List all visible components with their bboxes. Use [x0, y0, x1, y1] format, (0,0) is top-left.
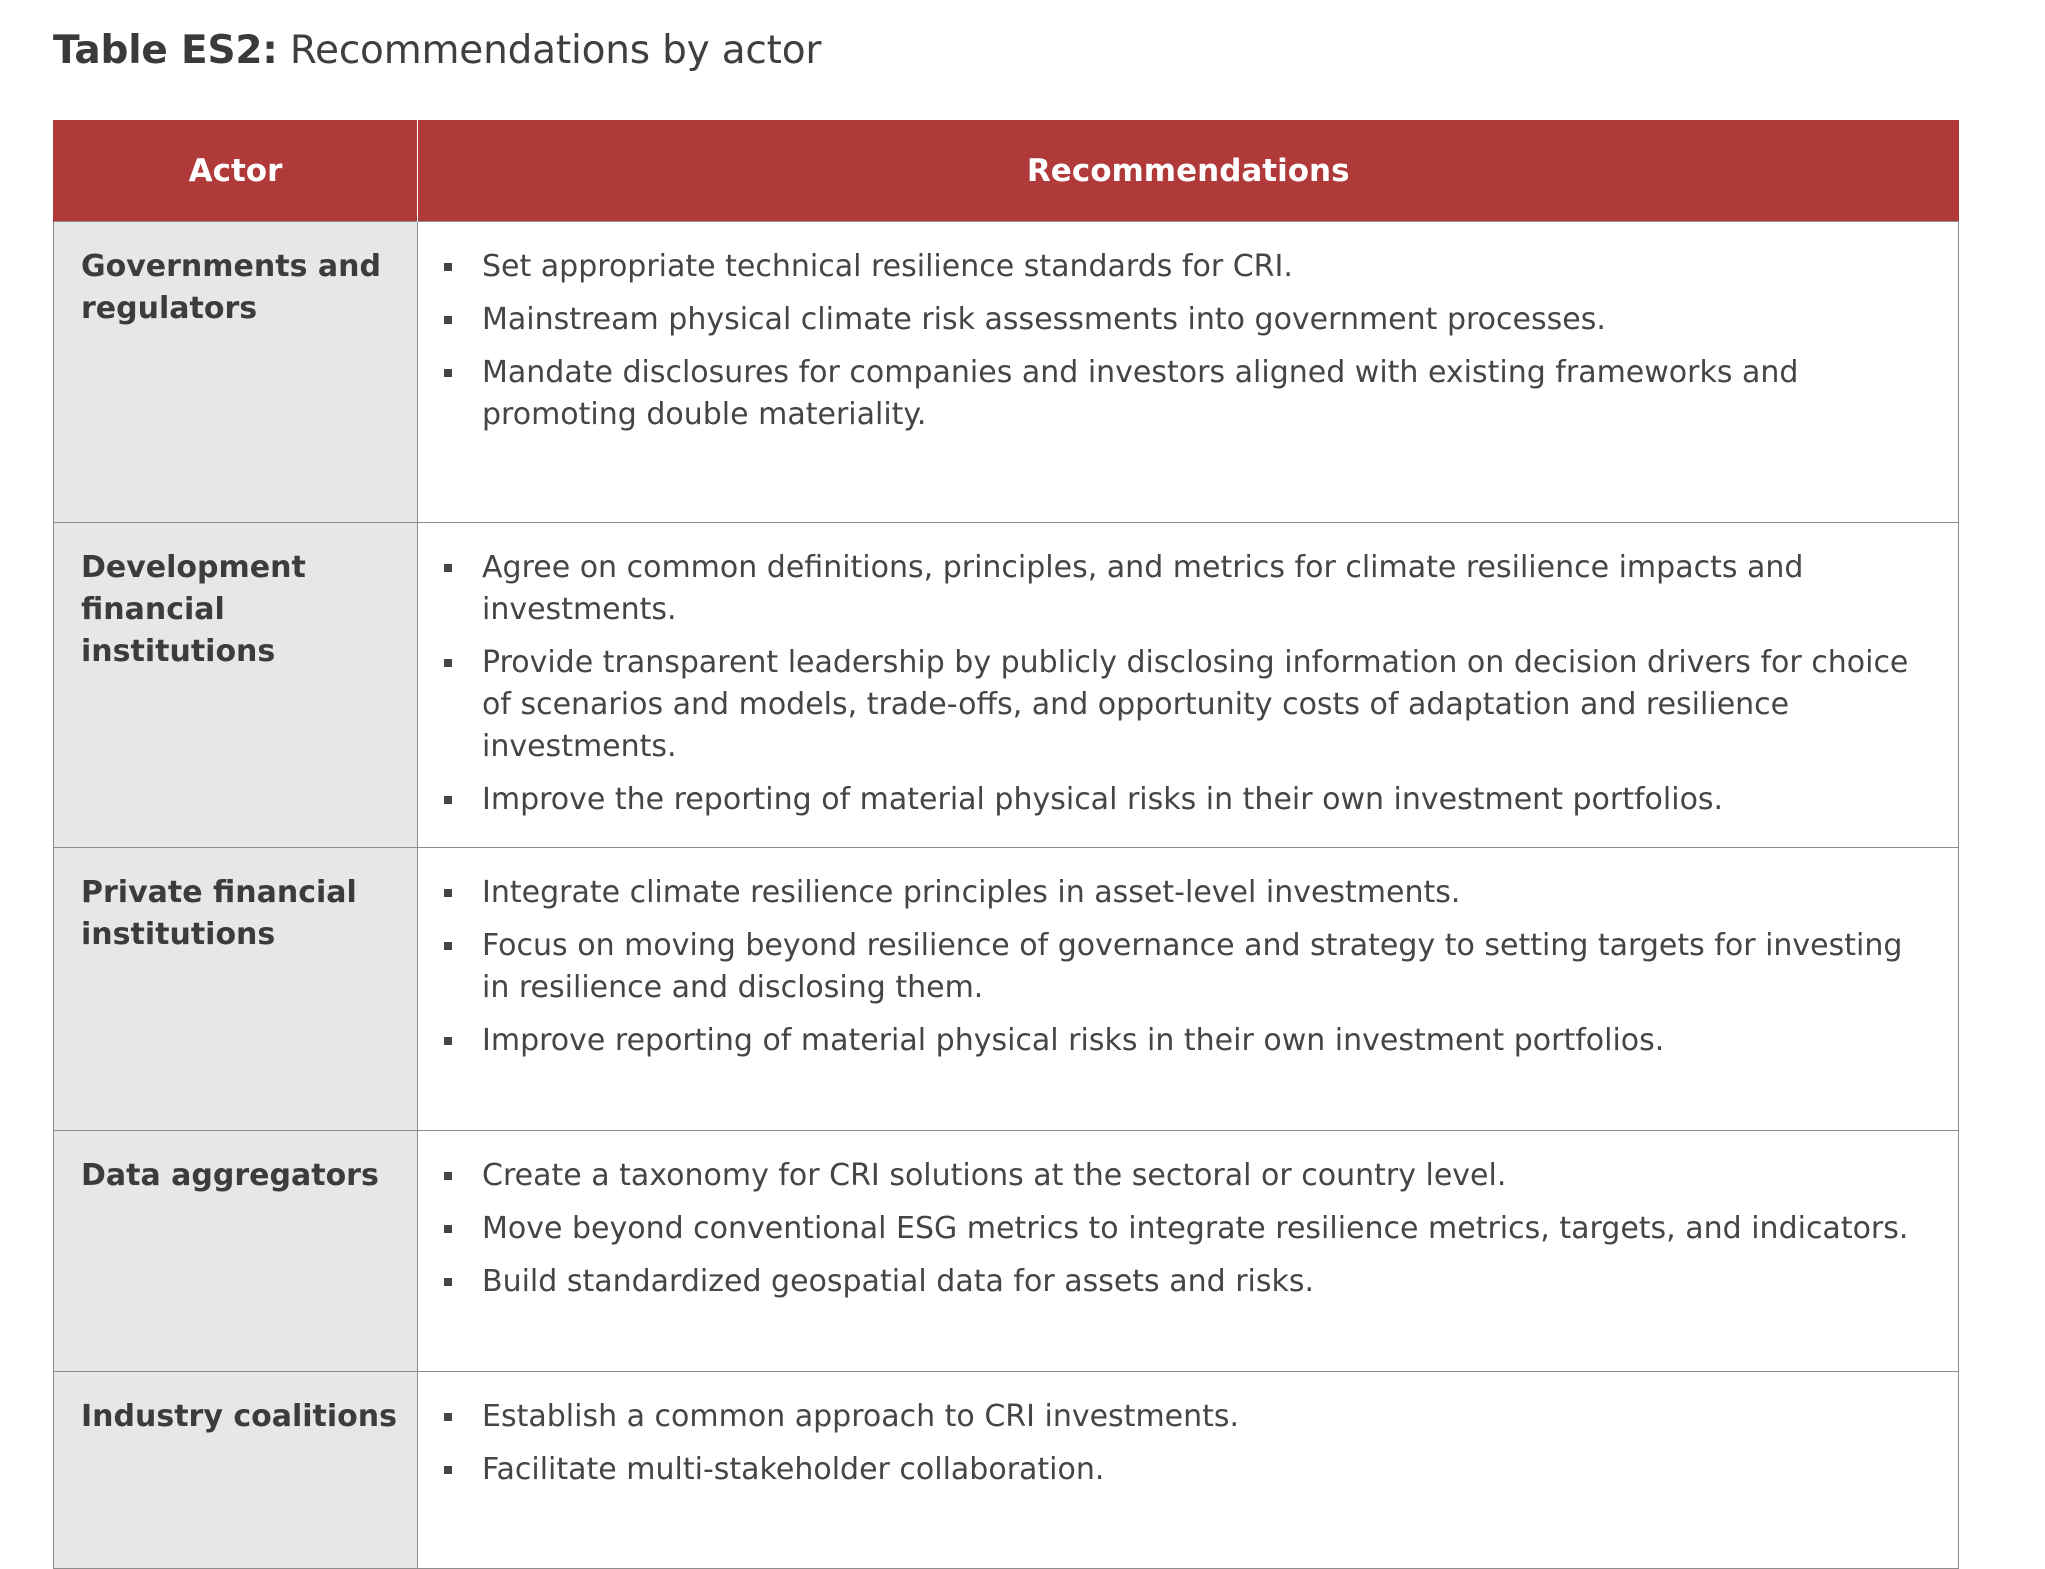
table-row [54, 523, 1959, 848]
list-item: Improve the reporting of material physical risks in their own investment portfolios. [442, 779, 1918, 821]
table-row [54, 1131, 1959, 1372]
table-title-text: Recommendations by actor [289, 28, 822, 73]
table-title [53, 28, 821, 73]
recommendations-cell [418, 848, 1959, 1131]
header-recommendations: Recommendations [418, 120, 1959, 222]
list-item: Move beyond conventional ESG metrics to integrate resilience metrics, targets, and indicators. [442, 1208, 1918, 1250]
actor-cell: Governments and regulators [54, 222, 418, 523]
list-item: Focus on moving beyond resilience of governance and strategy to setting targets for investing in resilience and disclosing them. [442, 925, 1918, 1009]
header-actor: Actor [54, 120, 418, 222]
table-row [54, 1372, 1959, 1569]
list-item: Agree on common definitions, principles, and metrics for climate resilience impacts and investments. [442, 547, 1918, 631]
table-row [54, 222, 1959, 523]
actor-cell: Data aggregators [54, 1131, 418, 1372]
list-item: Build standardized geospatial data for assets and risks. [442, 1261, 1918, 1303]
table-label: Table ES2: [53, 28, 278, 73]
recommendations-list [442, 872, 1918, 1062]
table-header-row [54, 120, 1959, 222]
list-item: Mandate disclosures for companies and investors aligned with existing frameworks and promoting double materiality. [442, 352, 1918, 436]
list-item: Improve reporting of material physical risks in their own investment portfolios. [442, 1020, 1918, 1062]
list-item: Provide transparent leadership by publicly disclosing information on decision drivers for choice of scenarios and models, trade-offs, and opportunity costs of adaptation and resilience investments. [442, 642, 1918, 768]
list-item: Mainstream physical climate risk assessments into government processes. [442, 299, 1918, 341]
recommendations-cell [418, 222, 1959, 523]
recommendations-cell [418, 1131, 1959, 1372]
actor-cell: Private financial institutions [54, 848, 418, 1131]
table-row [54, 848, 1959, 1131]
list-item: Integrate climate resilience principles in asset-level investments. [442, 872, 1918, 914]
recommendations-cell [418, 523, 1959, 848]
recommendations-table [53, 120, 1959, 1569]
recommendations-list [442, 547, 1918, 821]
list-item: Set appropriate technical resilience standards for CRI. [442, 246, 1918, 288]
actor-cell: Development financial institutions [54, 523, 418, 848]
recommendations-cell [418, 1372, 1959, 1569]
recommendations-list [442, 1155, 1918, 1303]
actor-cell: Industry coalitions [54, 1372, 418, 1569]
list-item: Facilitate multi-stakeholder collaboration. [442, 1449, 1918, 1491]
recommendations-list [442, 1396, 1918, 1491]
recommendations-list [442, 246, 1918, 436]
list-item: Establish a common approach to CRI investments. [442, 1396, 1918, 1438]
list-item: Create a taxonomy for CRI solutions at the sectoral or country level. [442, 1155, 1918, 1197]
